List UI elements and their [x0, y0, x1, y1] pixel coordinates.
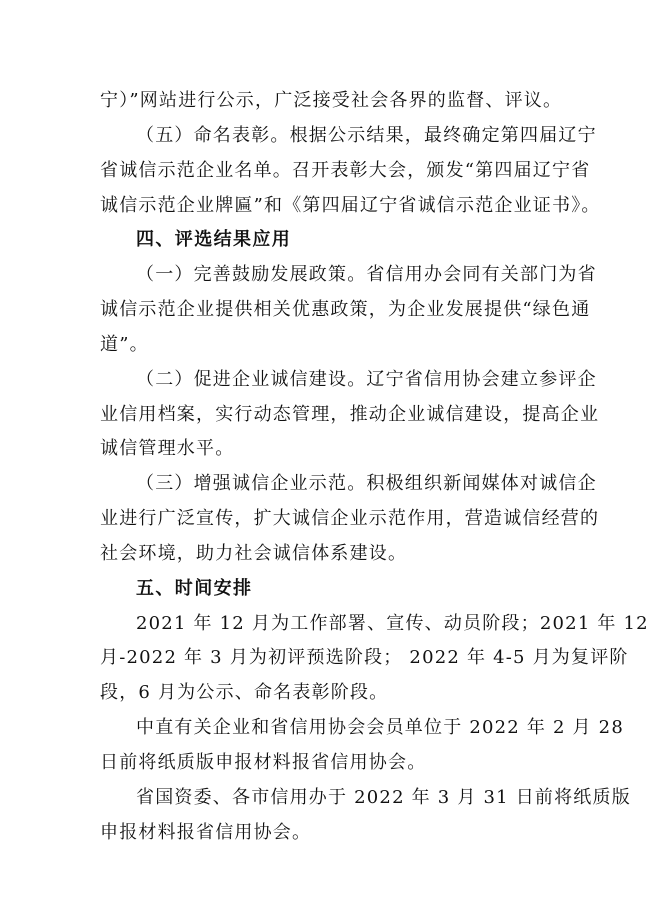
paragraph-line: 中直有关企业和省信用协会会员单位于 2022 年 2 月 28: [136, 717, 624, 738]
paragraph-line: 诚信示范企业牌匾”和《第四届辽宁省诚信示范企业证书》。: [100, 195, 601, 216]
paragraph-line: （五）命名表彰。根据公示结果，最终确定第四届辽宁: [136, 125, 597, 146]
paragraph-line: 日前将纸质版申报材料报省信用协会。: [100, 752, 427, 773]
paragraph-line: 业进行广泛宣传，扩大诚信企业示范作用，营造诚信经营的: [100, 508, 600, 529]
section-heading: 四、评选结果应用: [136, 229, 292, 250]
paragraph-line: 省国资委、各市信用办于 2022 年 3 月 31 日前将纸质版: [136, 787, 631, 808]
paragraph-line: （三）增强诚信企业示范。积极组织新闻媒体对诚信企: [136, 473, 597, 494]
paragraph-line: 业信用档案，实行动态管理，推动企业诚信建设，提高企业: [100, 404, 600, 425]
paragraph-line: （一）完善鼓励发展政策。省信用办会同有关部门为省: [136, 264, 597, 285]
paragraph-line: 段，6 月为公示、命名表彰阶段。: [100, 682, 389, 703]
section-heading: 五、时间安排: [136, 578, 253, 599]
paragraph-line: 诚信示范企业提供相关优惠政策，为企业发展提供“绿色通: [100, 299, 591, 320]
paragraph-line: 申报材料报省信用协会。: [100, 822, 312, 843]
paragraph-line: 2021 年 12 月为工作部署、宣传、动员阶段；2021 年 12: [136, 613, 649, 634]
paragraph-line: 宁）”网站进行公示，广泛接受社会各界的监督、评议。: [100, 90, 563, 111]
paragraph-line: 月-2022 年 3 月为初评预选阶段； 2022 年 4-5 月为复评阶: [100, 647, 629, 668]
paragraph-line: 省诚信示范企业名单。召开表彰大会，颁发“第四届辽宁省: [100, 160, 591, 181]
paragraph-line: 道”。: [100, 334, 149, 355]
paragraph-line: （二）促进企业诚信建设。辽宁省信用协会建立参评企: [136, 369, 597, 390]
paragraph-line: 社会环境，助力社会诚信体系建设。: [100, 543, 408, 564]
paragraph-line: 诚信管理水平。: [100, 438, 235, 459]
